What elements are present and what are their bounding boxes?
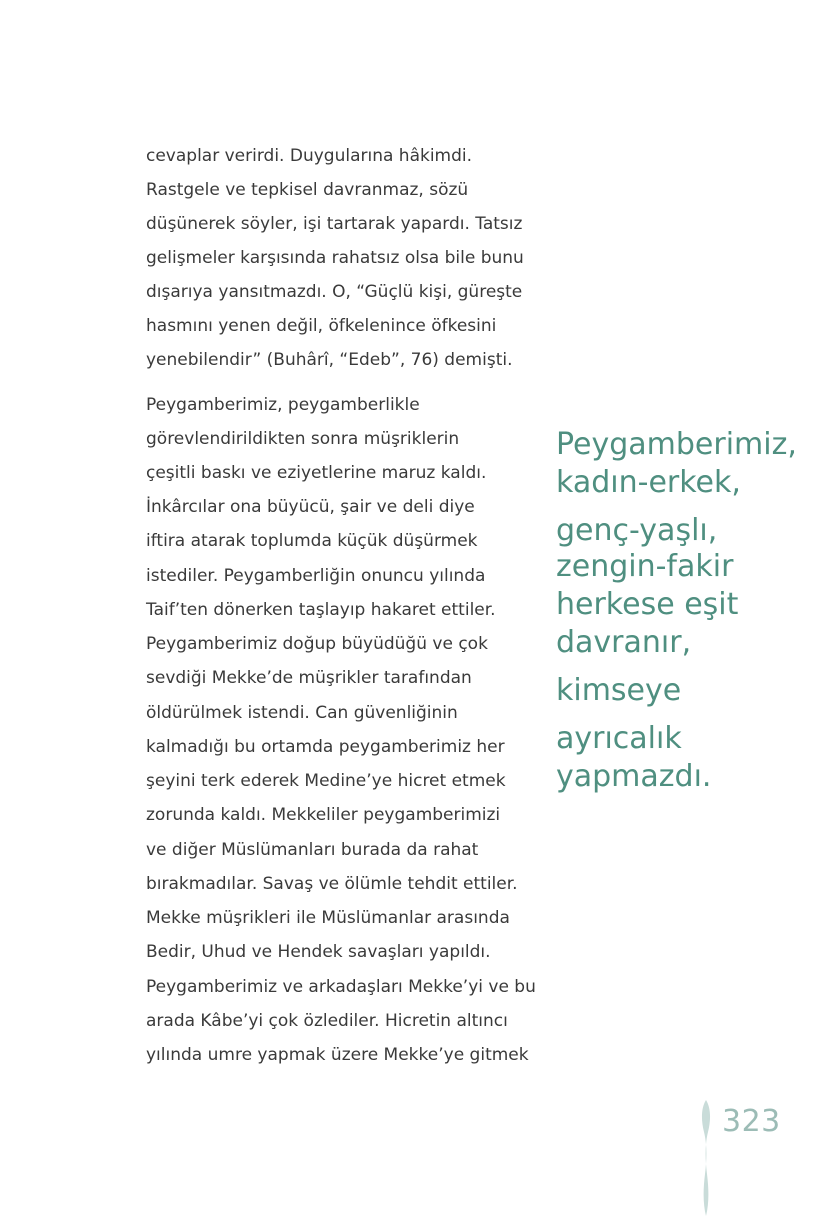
text-line: kalmadığı bu ortamda peygamberimiz her [146, 737, 505, 757]
text-line: yılında umre yapmak üzere Mekke’ye gitmek [146, 1045, 529, 1065]
text-line: Taif’ten dönerken taşlayıp hakaret ettiler. [146, 600, 496, 620]
text-line: Peygamberimiz, peygamberlikle [146, 395, 420, 415]
text-line: gelişmeler karşısında rahatsız olsa bile bunu [146, 248, 524, 268]
text-line: düşünerek söyler, işi tartarak yapardı. Tatsız [146, 214, 523, 234]
quote-line: genç-yaşlı, [556, 513, 718, 548]
text-line: sevdiği Mekke’de müşrikler tarafından [146, 668, 472, 688]
quote-line: zengin-fakir [556, 549, 734, 584]
quote-line: davranır, [556, 625, 692, 660]
text-line: Mekke müşrikleri ile Müslümanlar arasında [146, 908, 510, 928]
text-line: Bedir, Uhud ve Hendek savaşları yapıldı. [146, 942, 491, 962]
text-line: İnkârcılar ona büyücü, şair ve deli diye [146, 497, 475, 517]
quote-line: yapmazdı. [556, 759, 712, 794]
text-line: ve diğer Müslümanları burada da rahat [146, 840, 479, 860]
quote-line: kadın-erkek, [556, 465, 741, 500]
text-line: Rastgele ve tepkisel davranmaz, sözü [146, 180, 469, 200]
text-line: şeyini terk ederek Medine’ye hicret etmek [146, 771, 506, 791]
text-line: yenebilendir” (Buhârî, “Edeb”, 76) demişti. [146, 350, 513, 370]
text-line: istediler. Peygamberliğin onuncu yılında [146, 566, 486, 586]
quote-line: ayrıcalık [556, 721, 682, 756]
text-line: iftira atarak toplumda küçük düşürmek [146, 531, 478, 551]
page-number: 323 [722, 1104, 781, 1139]
text-line: dışarıya yansıtmazdı. O, “Güçlü kişi, güreşte [146, 282, 523, 302]
text-line: zorunda kaldı. Mekkeliler peygamberimizi [146, 805, 501, 825]
text-line: arada Kâbe’yi çok özlediler. Hicretin altıncı [146, 1011, 508, 1031]
page-footer [694, 1098, 804, 1217]
page-marker-icon [694, 1098, 718, 1217]
quote-line: kimseye [556, 673, 682, 708]
text-line: bırakmadılar. Savaş ve ölümle tehdit ettiler. [146, 874, 518, 894]
text-line: görevlendirildikten sonra müşriklerin [146, 429, 460, 449]
text-line: öldürülmek istendi. Can güvenliğinin [146, 703, 458, 723]
quote-line: Peygamberimiz, [556, 427, 797, 462]
text-line: Peygamberimiz doğup büyüdüğü ve çok [146, 634, 488, 654]
text-line: hasmını yenen değil, öfkelenince öfkesini [146, 316, 497, 336]
quote-line: herkese eşit [556, 587, 739, 622]
text-line: cevaplar verirdi. Duygularına hâkimdi. [146, 146, 473, 166]
text-line: Peygamberimiz ve arkadaşları Mekke’yi ve bu [146, 977, 536, 997]
text-line: çeşitli baskı ve eziyetlerine maruz kaldı. [146, 463, 487, 483]
